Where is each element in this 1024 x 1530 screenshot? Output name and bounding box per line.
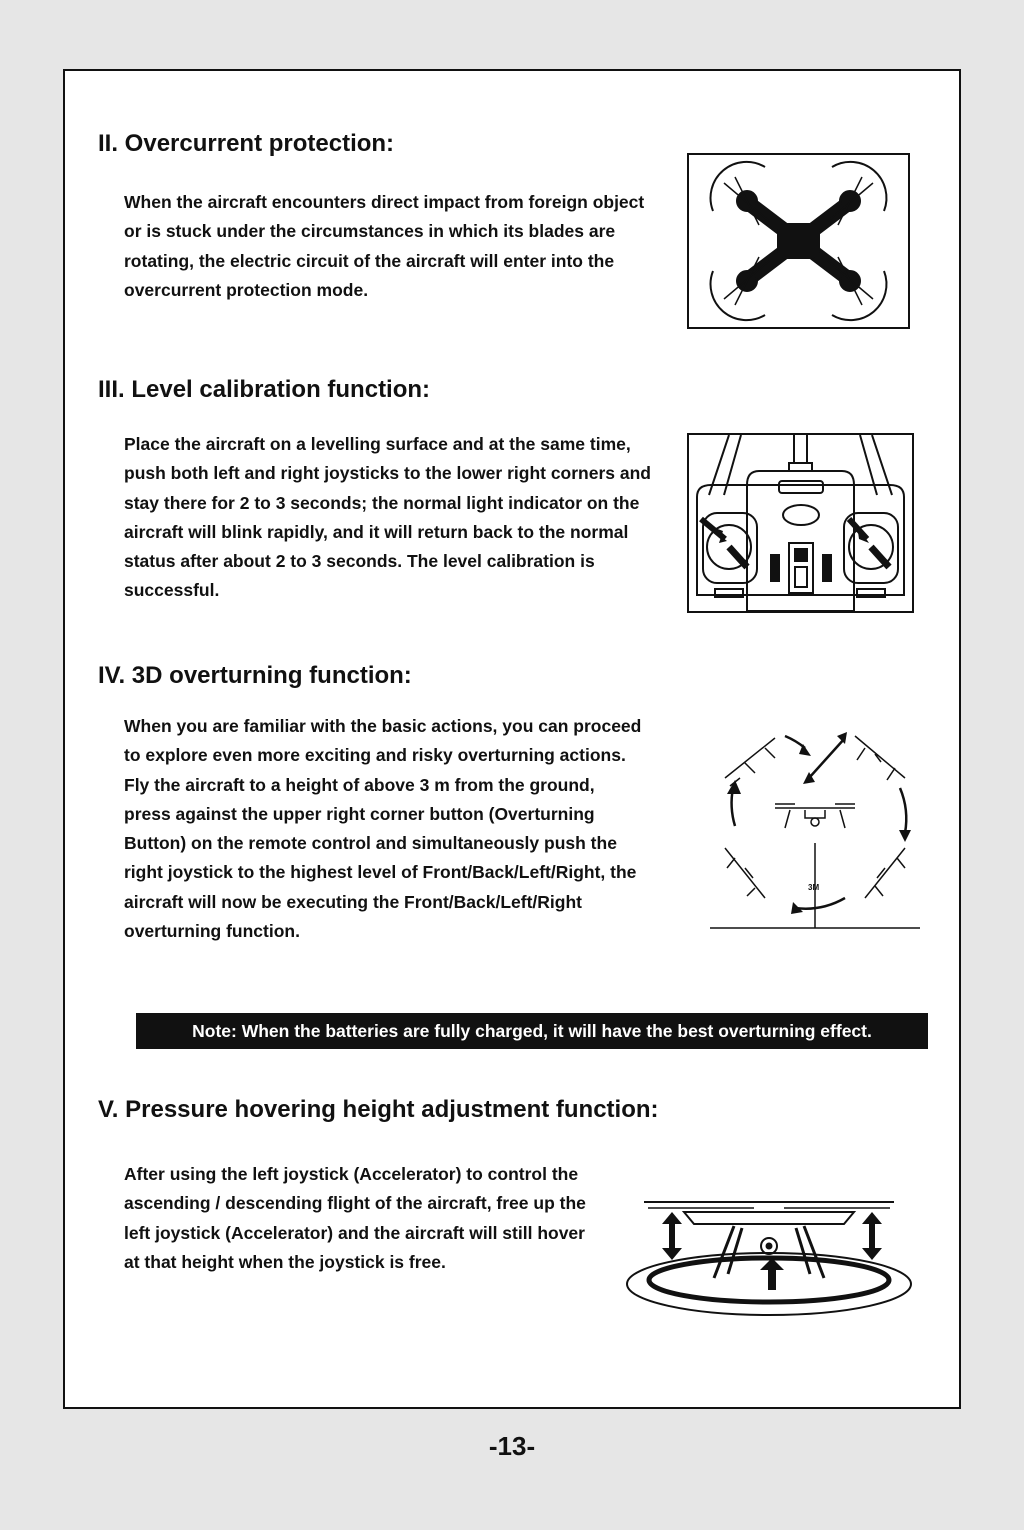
remote-controller-icon	[689, 435, 912, 611]
hover-figure	[624, 1188, 914, 1318]
hover-drone-icon	[624, 1188, 914, 1318]
section-body-3d-overturning: When you are familiar with the basic actions, you can proceed to explore even more exciting and risky overturning actions. Fly the aircraft to a height of above 3 m from the ground, press against the upper right corner button (Overturning Button) on the remote control and simultaneously push the right joystick to the highest level of Front/Back/Left/Right, the aircraft will now be executing the Front/Back/Left/Right overturning function.	[124, 716, 642, 942]
section-title-overcurrent: II. Overcurrent protection:	[98, 130, 395, 157]
overturn-figure	[705, 718, 925, 938]
section-body-level-calibration: Place the aircraft on a levelling surface and at the same time, push both left and right joysticks to the lower right corners and stay there for 2 to 3 seconds; the normal light indicator on the aircraft will blink rapidly, and it will return back to the normal status after about 2 to 3 seconds. The level calibration is successful.	[124, 434, 651, 601]
section-title-level-calibration: III. Level calibration function:	[98, 376, 431, 403]
drone-topview-figure	[687, 153, 910, 329]
remote-controller-figure	[687, 433, 914, 613]
section-title-pressure-hovering: V. Pressure hovering height adjustment function:	[98, 1096, 659, 1123]
section-body-pressure-hovering: After using the left joystick (Accelerator) to control the ascending / descending flight of the aircraft, free up the left joystick (Accelerator) and the aircraft will still hover at that height when the joystick is free.	[124, 1164, 586, 1272]
page-number: -13-	[488, 1431, 536, 1461]
section-title-3d-overturning: IV. 3D overturning function:	[98, 662, 412, 689]
note-banner: Note: When the batteries are fully charged, it will have the best overturning effect.	[136, 1013, 928, 1049]
drone-topview-icon	[689, 155, 908, 327]
overturn-height-label: 3M	[808, 883, 820, 892]
overturn-diagram-icon	[705, 718, 925, 938]
section-body-overcurrent: When the aircraft encounters direct impact from foreign object or is stuck under the circumstances in which its blades are rotating, the electric circuit of the aircraft will enter into the overcurrent protection mode.	[124, 192, 645, 300]
